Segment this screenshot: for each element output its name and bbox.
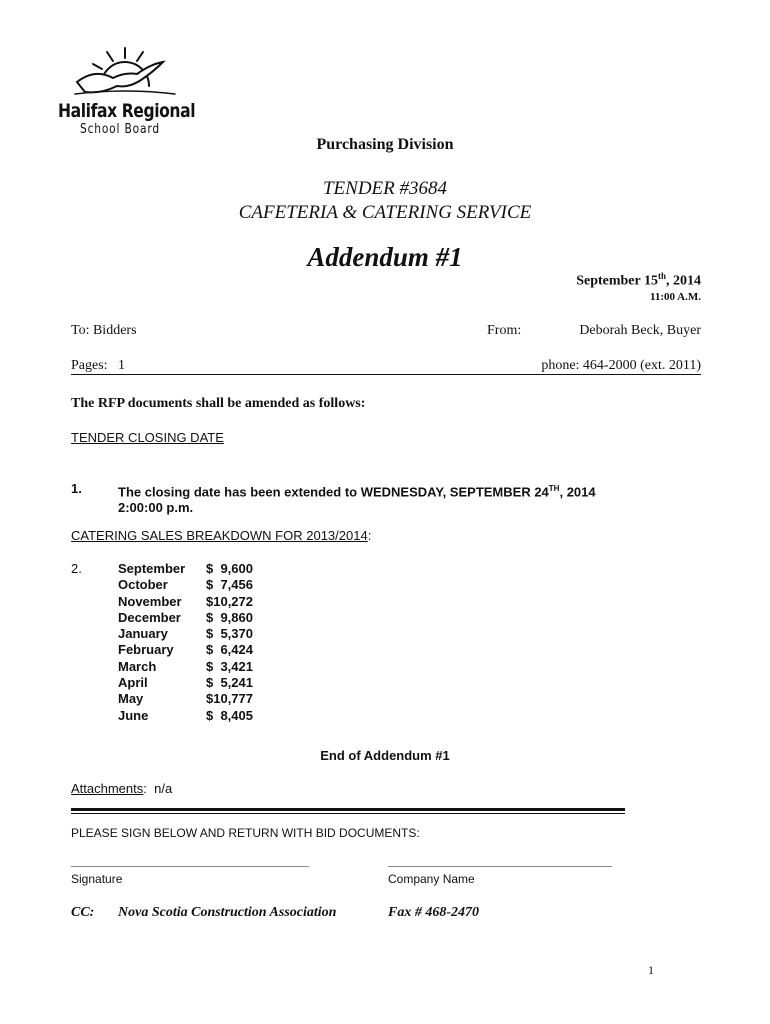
page-number: 1	[648, 963, 654, 977]
sales-amount: $ 5,241	[206, 675, 253, 691]
sales-row	[118, 659, 276, 675]
company-name-label: Company Name	[388, 872, 475, 886]
sales-row	[118, 691, 276, 707]
sales-month: March	[118, 658, 157, 674]
date-suffix: th	[657, 271, 666, 281]
pages-count: Pages: 1	[71, 358, 126, 373]
item1-text	[118, 481, 596, 516]
sales-month: December	[118, 609, 181, 625]
attachments-label: Attachments	[71, 781, 144, 796]
closing-date-heading: TENDER CLOSING DATE	[71, 430, 224, 445]
cc-label: CC:	[71, 905, 95, 920]
sales-amount: $ 9,600	[206, 561, 253, 576]
date-main: September 15	[576, 273, 658, 289]
item2-number: 2.	[71, 561, 82, 576]
signature-divider-thin	[71, 813, 625, 814]
from-label: From:	[487, 323, 522, 338]
sales-row	[118, 577, 276, 593]
division-heading: Purchasing Division	[316, 136, 454, 153]
sales-breakdown-list	[118, 561, 276, 724]
sales-amount: $10,777	[206, 691, 253, 707]
document-time: 11:00 A.M.	[649, 291, 701, 303]
sales-month: January	[118, 626, 168, 642]
attachments-value: : n/a	[143, 781, 173, 796]
sales-row	[118, 642, 276, 658]
sales-row	[118, 561, 276, 577]
sales-month: February	[118, 642, 174, 658]
document-date	[576, 271, 701, 290]
sales-row	[118, 626, 276, 642]
item1-sup: TH	[548, 484, 560, 493]
company-name-line	[388, 866, 612, 867]
addendum-title: Addendum #1	[307, 242, 463, 272]
rfp-intro: The RFP documents shall be amended as follows:	[71, 396, 366, 411]
sales-amount: $ 6,424	[206, 642, 253, 658]
sales-amount: $ 5,370	[206, 626, 253, 642]
item1-time: 2:00:00 p.m.	[118, 500, 194, 516]
signature-line	[71, 866, 309, 867]
to-recipient: To: Bidders	[71, 323, 137, 338]
sales-row	[118, 675, 276, 691]
sales-amount: $10,272	[206, 593, 253, 609]
sales-amount: $ 7,456	[206, 577, 253, 593]
item1-text-a: The closing date has been extended to WEDNESDAY, SEPTEMBER 24	[118, 484, 549, 500]
tender-number: TENDER #3684	[322, 178, 448, 199]
item1-number: 1.	[71, 481, 82, 496]
end-of-addendum: End of Addendum #1	[320, 748, 450, 763]
signature-label: Signature	[71, 872, 123, 886]
sales-month: September	[118, 561, 186, 576]
cc-recipient: Nova Scotia Construction Association	[118, 905, 337, 920]
header-divider	[71, 374, 701, 375]
catering-sales-heading	[71, 528, 371, 543]
attachments-line	[71, 781, 172, 796]
sales-amount: $ 9,860	[206, 609, 253, 625]
item1-text-b: , 2014	[559, 484, 596, 500]
catering-heading-colon: :	[367, 528, 372, 543]
logo-name-line1: Halifax Regional	[58, 100, 196, 122]
sales-month: November	[118, 593, 182, 609]
cc-fax: Fax # 468-2470	[388, 905, 479, 920]
sales-amount: $ 8,405	[206, 707, 253, 723]
sales-row	[118, 594, 276, 610]
sign-instruction: PLEASE SIGN BELOW AND RETURN WITH BID DOCUMENTS:	[71, 826, 420, 840]
catering-heading-text: CATERING SALES BREAKDOWN FOR 2013/2014	[71, 528, 368, 543]
sales-month: May	[118, 691, 144, 707]
logo-name-line2: School Board	[80, 122, 160, 137]
signature-divider-thick	[71, 808, 625, 811]
from-name: Deborah Beck, Buyer	[579, 323, 701, 338]
sales-month: April	[118, 675, 148, 691]
sales-amount: $ 3,421	[206, 658, 253, 674]
sales-month: June	[118, 707, 149, 723]
date-year: , 2014	[666, 273, 701, 289]
sales-row	[118, 708, 276, 724]
sales-row	[118, 610, 276, 626]
phone-number: phone: 464-2000 (ext. 2011)	[541, 358, 701, 373]
tender-name: CAFETERIA & CATERING SERVICE	[238, 202, 532, 223]
sales-month: October	[118, 577, 168, 593]
